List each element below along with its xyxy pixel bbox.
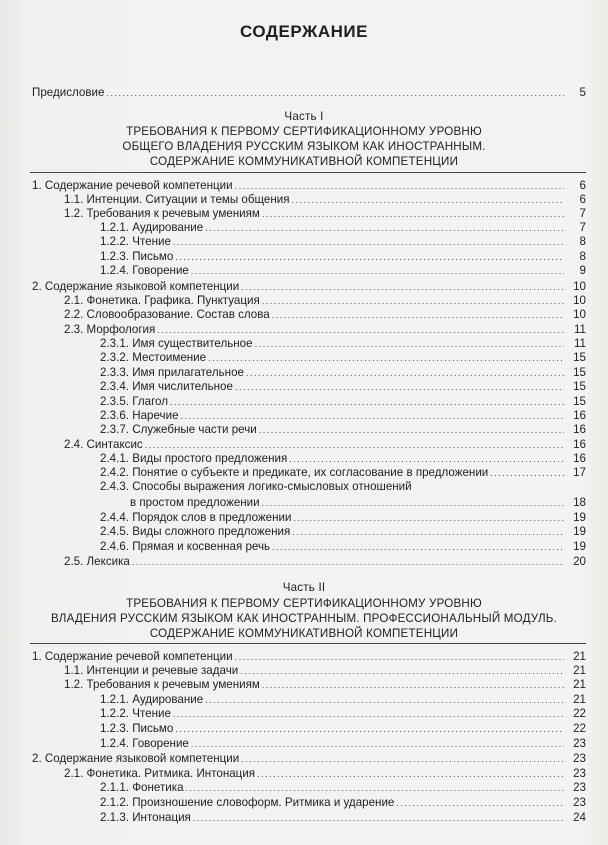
toc-entry <box>100 366 586 380</box>
toc-entry-text: 2.5. Лексика <box>64 555 130 568</box>
toc-entry <box>64 323 586 337</box>
part1-separator <box>30 172 586 173</box>
toc-entry-text: 2.1.1. Фонетика <box>100 781 184 794</box>
toc-entry-page: 21 <box>573 664 586 677</box>
toc-entry-text: 2.4.3. Способы выражения логико-смысловых отношений <box>100 480 412 493</box>
toc-entry-text: 1.1. Интенции и речевые задачи <box>64 664 239 677</box>
toc-entry <box>100 796 586 810</box>
toc-entry-page: 16 <box>573 438 586 451</box>
dot-leader <box>173 235 564 249</box>
toc-entry <box>100 480 412 494</box>
toc-entry-page: 7 <box>579 221 586 234</box>
dot-leader <box>186 781 564 795</box>
toc-entry <box>100 337 586 351</box>
dot-leader <box>173 707 564 721</box>
toc-entry-text: 1. Содержание речевой компетенции <box>32 650 233 663</box>
toc-entry <box>100 781 586 795</box>
dot-leader <box>235 179 564 193</box>
toc-entry-page: 16 <box>573 409 586 422</box>
toc-entry-page: 23 <box>573 752 586 765</box>
toc-entry-page: 6 <box>579 179 586 192</box>
toc-entry-page: 19 <box>573 525 586 538</box>
toc-entry-page: 15 <box>573 380 586 393</box>
toc-entry <box>32 752 586 766</box>
toc-entry-page: 15 <box>573 395 586 408</box>
toc-entry-text: 2. Содержание языковой компетенции <box>32 280 240 293</box>
toc-entry-page: 20 <box>573 555 586 568</box>
toc-entry-text: 2.3.3. Имя прилагательное <box>100 366 244 379</box>
toc-entry <box>64 438 586 452</box>
dot-leader <box>257 767 564 781</box>
dot-leader <box>293 511 564 525</box>
toc-entry <box>100 452 586 466</box>
toc-entry <box>64 555 586 569</box>
dot-leader <box>262 207 564 221</box>
toc-entry-text: 1. Содержание речевой компетенции <box>32 179 233 192</box>
toc-entry-page: 8 <box>579 250 586 263</box>
dot-leader <box>262 294 564 308</box>
dot-leader <box>175 250 564 264</box>
toc-entry-text: 1.2.1. Аудирование <box>100 221 204 234</box>
dot-leader <box>292 193 564 207</box>
toc-entry-page: 21 <box>573 678 586 691</box>
toc-entry <box>100 540 586 554</box>
toc-entry-page: 23 <box>573 767 586 780</box>
toc-entry-text: 2.4. Синтаксис <box>64 438 143 451</box>
part1-heading-line-2: ОБЩЕГО ВЛАДЕНИЯ РУССКИМ ЯЗЫКОМ КАК ИНОСТРАННЫМ. <box>122 140 486 153</box>
toc-entry-preface <box>32 86 586 100</box>
toc-entry-page: 23 <box>573 737 586 750</box>
toc-entry <box>100 221 586 235</box>
toc-entry-text: 1.2.3. Письмо <box>100 250 174 263</box>
dot-leader <box>272 308 564 322</box>
toc-entry-page: 18 <box>573 496 586 509</box>
toc-entry <box>100 250 586 264</box>
toc-entry-page: 10 <box>573 308 586 321</box>
toc-entry-text: 2.4.2. Понятие о субъекте и предикате, их согласование в предложении <box>100 466 489 479</box>
toc-entry-text: 2.3.5. Глагол <box>100 395 168 408</box>
toc-entry-page: 15 <box>573 366 586 379</box>
dot-leader <box>191 737 564 751</box>
toc-entry-text: 2.1.3. Интонация <box>100 811 191 824</box>
toc-entry-page: 16 <box>573 423 586 436</box>
dot-leader <box>175 722 564 736</box>
toc-entry-text: в простом предложении <box>130 496 260 509</box>
toc-entry-text: 2.1. Фонетика. Графика. Пунктуация <box>64 294 260 307</box>
toc-entry-text: 1.2.2. Чтение <box>100 707 171 720</box>
part2-heading-line-2: ВЛАДЕНИЯ РУССКИМ ЯЗЫКОМ КАК ИНОСТРАННЫМ. ПРОФЕССИОНАЛЬНЫЙ МОДУЛЬ. <box>50 612 558 625</box>
toc-entry-text: 2.1. Фонетика. Ритмика. Интонация <box>64 767 256 780</box>
dot-leader <box>272 540 564 554</box>
toc-entry <box>130 496 586 510</box>
dot-leader <box>191 264 564 278</box>
toc-entry-text: 2.2. Словообразование. Состав слова <box>64 308 270 321</box>
dot-leader <box>396 796 564 810</box>
toc-entry-page: 7 <box>579 207 586 220</box>
toc-entry <box>64 308 586 322</box>
toc-entry <box>100 811 586 825</box>
dot-leader <box>241 752 564 766</box>
dot-leader <box>208 351 564 365</box>
toc-entry-text: 2. Содержание языковой компетенции <box>32 752 240 765</box>
part1-heading-line-3: СОДЕРЖАНИЕ КОММУНИКАТИВНОЙ КОМПЕТЕНЦИИ <box>149 155 459 168</box>
toc-entry <box>64 664 586 678</box>
toc-entry <box>100 525 586 539</box>
toc-entry <box>100 235 586 249</box>
toc-entry <box>64 294 586 308</box>
dot-leader <box>255 337 564 351</box>
toc-entry <box>64 767 586 781</box>
dot-leader <box>292 525 564 539</box>
dot-leader <box>106 86 564 100</box>
toc-entry <box>100 693 586 707</box>
part2-separator <box>30 643 586 644</box>
toc-entry <box>32 179 586 193</box>
dot-leader <box>289 452 564 466</box>
toc-entry-text: Предисловие <box>32 86 105 99</box>
toc-entry <box>100 466 586 480</box>
toc-entry-text: 2.3.6. Наречие <box>100 409 179 422</box>
toc-entry-page: 11 <box>573 323 586 336</box>
dot-leader <box>235 650 564 664</box>
toc-entry-page: 22 <box>573 707 586 720</box>
toc-entry <box>64 193 586 207</box>
toc-entry-page: 16 <box>573 452 586 465</box>
toc-entry-page: 19 <box>573 540 586 553</box>
dot-leader <box>132 555 564 569</box>
part1-label: Часть I <box>284 110 324 123</box>
toc-entry-text: 2.4.1. Виды простого предложения <box>100 452 288 465</box>
toc-entry <box>100 264 586 278</box>
dot-leader <box>262 496 564 510</box>
toc-entry-page: 5 <box>579 86 586 99</box>
toc-entry <box>100 351 586 365</box>
dot-leader <box>262 678 564 692</box>
dot-leader <box>145 438 564 452</box>
dot-leader <box>259 423 564 437</box>
toc-entry-text: 2.4.5. Виды сложного предложения <box>100 525 291 538</box>
dot-leader <box>205 221 564 235</box>
toc-entry-page: 17 <box>573 466 586 479</box>
toc-entry-text: 1.2.2. Чтение <box>100 235 171 248</box>
dot-leader <box>170 395 564 409</box>
toc-entry-text: 2.3.4. Имя числительное <box>100 380 233 393</box>
toc-entry-page: 6 <box>579 193 586 206</box>
toc-entry-page: 10 <box>573 294 586 307</box>
toc-entry-page: 24 <box>573 811 586 824</box>
toc-entry-page: 10 <box>573 280 586 293</box>
toc-entry-text: 1.2. Требования к речевым умениям <box>64 678 260 691</box>
toc-entry-page: 21 <box>573 650 586 663</box>
part2-label: Часть II <box>282 581 326 594</box>
toc-entry-text: 2.3.2. Местоимение <box>100 351 207 364</box>
toc-entry <box>100 707 586 721</box>
toc-entry <box>64 678 586 692</box>
toc-entry-text: 1.2.4. Говорение <box>100 264 189 277</box>
part1-heading-line-1: ТРЕБОВАНИЯ К ПЕРВОМУ СЕРТИФИКАЦИОННОМУ УРОВНЮ <box>126 125 482 138</box>
toc-entry <box>100 423 586 437</box>
toc-entry-page: 9 <box>579 264 586 277</box>
dot-leader <box>181 409 564 423</box>
dot-leader <box>157 323 564 337</box>
toc-entry-text: 2.3. Морфология <box>64 323 156 336</box>
part2-heading-line-3: СОДЕРЖАНИЕ КОММУНИКАТИВНОЙ КОМПЕТЕНЦИИ <box>149 627 459 640</box>
page-title: СОДЕРЖАНИЕ <box>240 22 368 41</box>
toc-entry-page: 8 <box>579 235 586 248</box>
toc-entry <box>100 737 586 751</box>
toc-entry-page: 11 <box>573 337 586 350</box>
dot-leader <box>241 280 564 294</box>
toc-entry-text: 2.1.2. Произношение словоформ. Ритмика и ударение <box>100 796 395 809</box>
toc-entry <box>100 722 586 736</box>
toc-entry-text: 1.2.1. Аудирование <box>100 693 204 706</box>
toc-entry <box>100 380 586 394</box>
toc-entry-page: 19 <box>573 511 586 524</box>
toc-entry-text: 1.2.4. Говорение <box>100 737 189 750</box>
toc-entry-page: 21 <box>573 693 586 706</box>
toc-entry-text: 2.4.4. Порядок слов в предложении <box>100 511 292 524</box>
toc-entry <box>64 207 586 221</box>
dot-leader <box>205 693 564 707</box>
dot-leader <box>246 366 564 380</box>
toc-entry-text: 1.2.3. Письмо <box>100 722 174 735</box>
toc-entry-page: 23 <box>573 781 586 794</box>
dot-leader <box>235 380 564 394</box>
toc-entry <box>100 395 586 409</box>
toc-entry <box>32 280 586 294</box>
toc-entry <box>32 650 586 664</box>
toc-entry-text: 2.3.1. Имя существительное <box>100 337 253 350</box>
toc-entry <box>100 511 586 525</box>
dot-leader <box>490 466 564 480</box>
toc-entry <box>100 409 586 423</box>
toc-entry-page: 23 <box>573 796 586 809</box>
toc-entry-page: 22 <box>573 722 586 735</box>
toc-entry-text: 1.2. Требования к речевым умениям <box>64 207 260 220</box>
toc-entry-text: 1.1. Интенции. Ситуации и темы общения <box>64 193 290 206</box>
toc-entry-text: 2.3.7. Служебные части речи <box>100 423 257 436</box>
part2-heading-line-1: ТРЕБОВАНИЯ К ПЕРВОМУ СЕРТИФИКАЦИОННОМУ УРОВНЮ <box>126 597 482 610</box>
dot-leader <box>193 811 564 825</box>
toc-entry-page: 15 <box>573 351 586 364</box>
toc-entry-text: 2.4.6. Прямая и косвенная речь <box>100 540 271 553</box>
dot-leader <box>240 664 564 678</box>
